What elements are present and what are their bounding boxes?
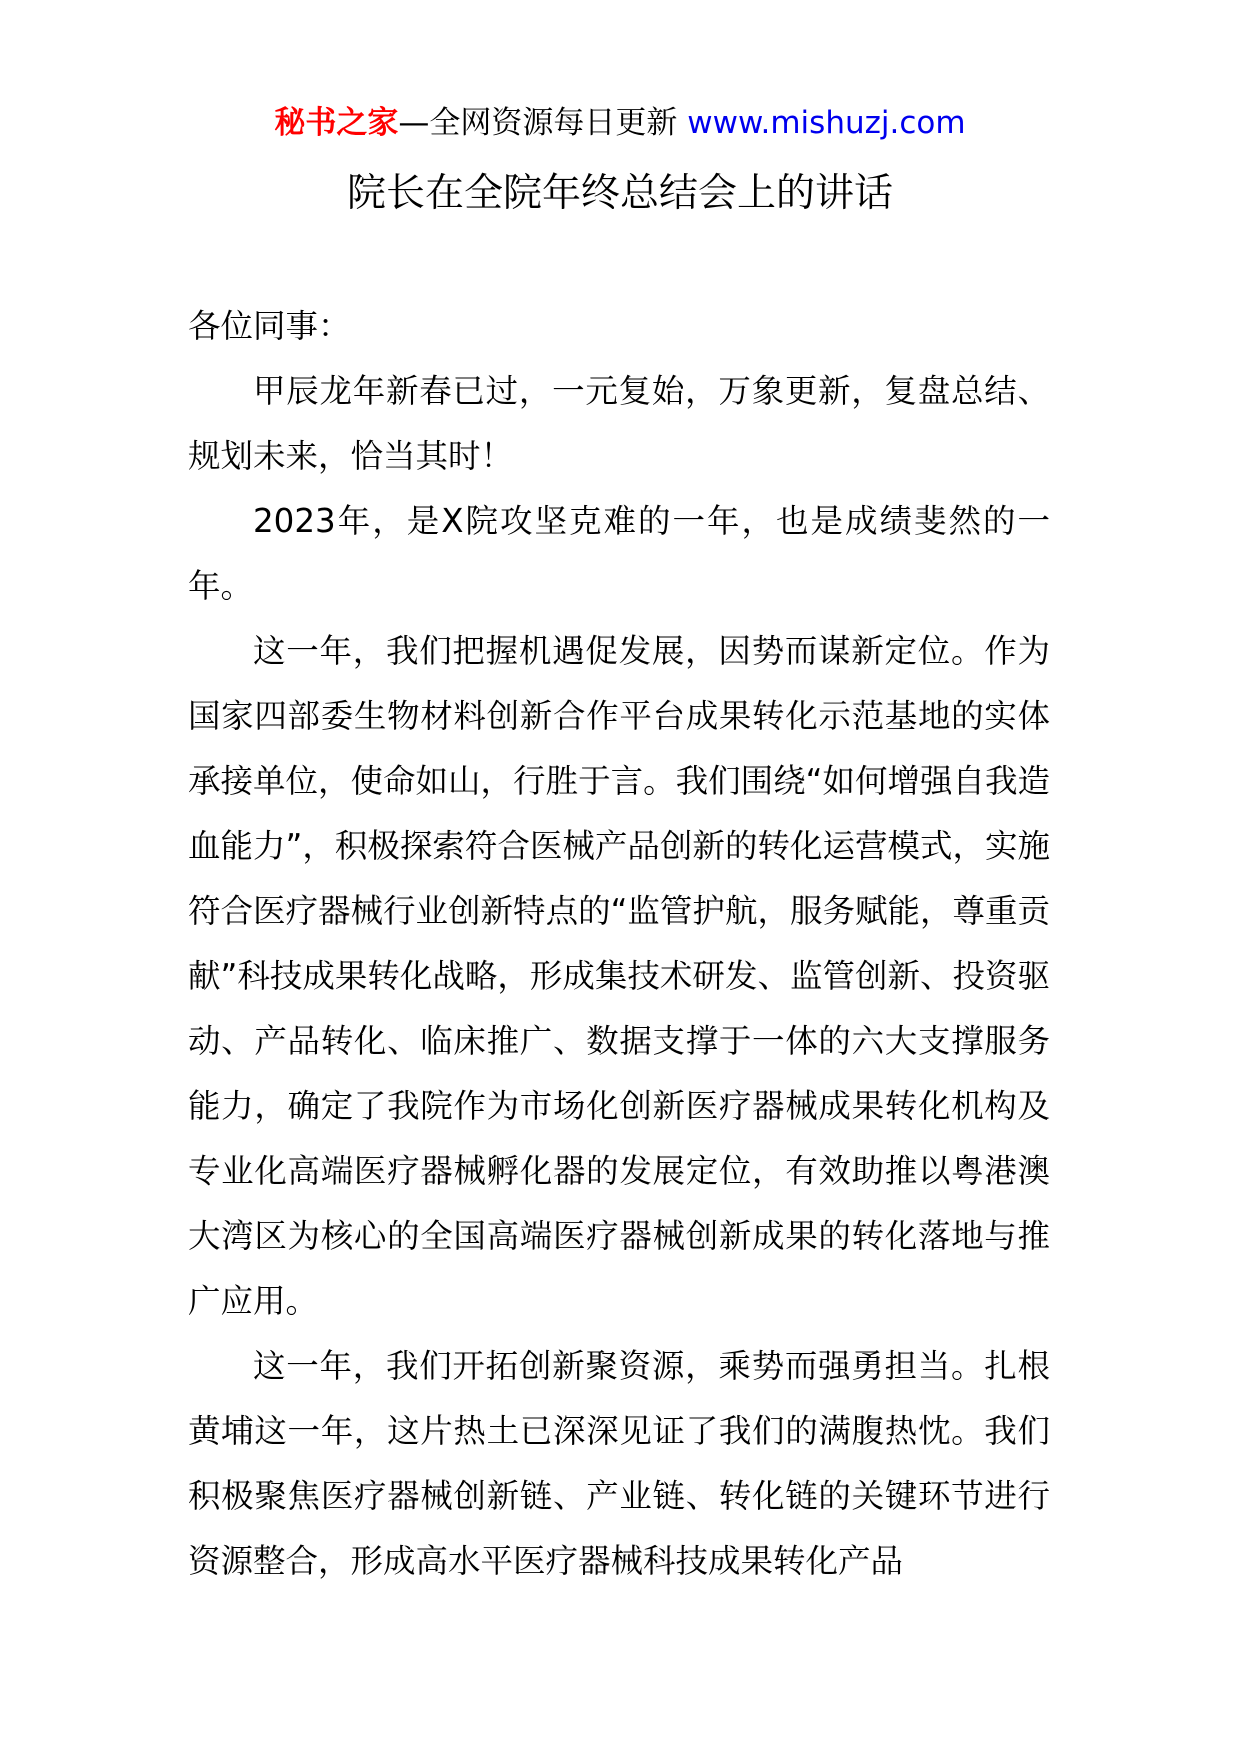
site-url-link[interactable]: www.mishuzj.com	[687, 105, 966, 141]
paragraph-2: 2023年，是X院攻坚克难的一年，也是成绩斐然的一年。	[188, 502, 1050, 605]
document-title: 院长在全院年终总结会上的讲话	[346, 171, 893, 216]
site-header	[0, 100, 1240, 146]
site-slogan: —全网资源每日更新	[398, 105, 678, 141]
paragraph-3: 这一年，我们把握机遇促发展，因势而谋新定位。作为国家四部委生物材料创新合作平台成果转化示范基地的实体承接单位，使命如山，行胜于言。我们围绕“如何增强自我造血能力”，积极探索符合医械产品创新的转化运营模式，实施符合医疗器械行业创新特点的“监管护航，服务赋能，尊重贡献”科技成果转化战略，形成集技术研发、监管创新、投资驱动、产品转化、临床推广、数据支撑于一体的六大支撑服务能力，确定了我院作为市场化创新医疗器械成果转化机构及专业化高端医疗器械孵化器的发展定位，有效助推以粤港澳大湾区为核心的全国高端医疗器械创新成果的转化落地与推广应用。	[188, 632, 1050, 1320]
brand-name: 秘书之家	[274, 105, 399, 141]
document-body	[188, 294, 1050, 1594]
paragraph-4: 这一年，我们开拓创新聚资源，乘势而强勇担当。扎根黄埔这一年，这片热土已深深见证了我们的满腹热忱。我们积极聚焦医疗器械创新链、产业链、转化链的关键环节进行资源整合，形成高水平医疗器械科技成果转化产品	[188, 1347, 1050, 1580]
salutation: 各位同事：	[188, 307, 351, 345]
paragraph-1: 甲辰龙年新春已过，一元复始，万象更新，复盘总结、规划未来，恰当其时！	[188, 372, 1050, 475]
